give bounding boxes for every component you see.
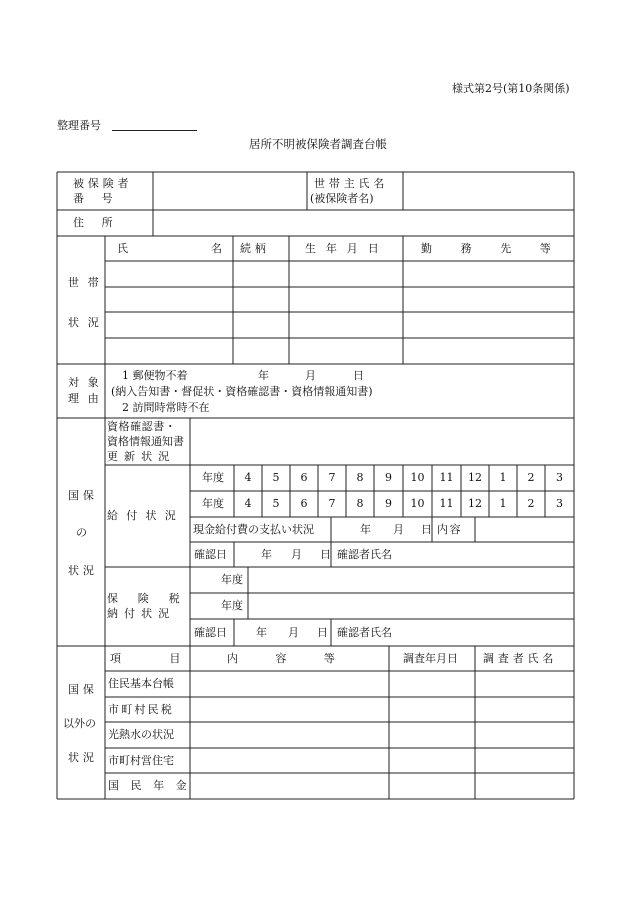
kakunin-sha-label-2: 確認者氏名 (337, 626, 392, 639)
month-cell[interactable]: 5 (272, 497, 280, 510)
shikaku-label-2: 資格情報通知書 (107, 435, 184, 448)
seiri-number-label: 整理番号 (57, 119, 101, 132)
hokenzei-label-2: 納付状況 (107, 607, 176, 620)
jusho-field[interactable] (154, 211, 573, 235)
kakunin-label-2: 確認日 (194, 626, 227, 639)
month-cell[interactable]: 9 (385, 471, 392, 484)
col-shi: 氏 (117, 242, 128, 255)
month-cell[interactable]: 3 (556, 471, 563, 484)
month-cell[interactable]: 12 (468, 471, 482, 484)
setai-label-2: 状況 (68, 316, 108, 329)
shikaku-label-3: 更新状況 (107, 450, 176, 463)
kyufu-label: 給付状況 (107, 509, 184, 522)
month-cell[interactable]: 1 (499, 497, 507, 510)
kakunin-sha-label-1: 確認者氏名 (337, 548, 392, 561)
month-cell[interactable]: 4 (244, 497, 252, 510)
item-konetsu: 光熱水の状況 (108, 728, 174, 741)
other-label-2: 以外の (63, 717, 96, 730)
shikaku-field[interactable] (191, 419, 573, 464)
col-komoku: 項目 (110, 652, 229, 665)
nendo-label-2: 年度 (202, 497, 224, 510)
hihokensha-label: 被保険者 (73, 177, 133, 190)
reason-documents: (納入告知書・督促状・資格確認書・資格情報通知書) (111, 385, 373, 398)
item-jutaku: 市町村営住宅 (108, 754, 174, 767)
col-chosa-date: 調査年月日 (403, 652, 458, 665)
col-naiyoutou: 内容等 (227, 652, 373, 665)
month-cell[interactable]: 10 (410, 471, 425, 484)
month-cell[interactable]: 7 (328, 497, 336, 510)
jusho-label: 住所 (73, 216, 131, 229)
month-cell[interactable]: 10 (410, 497, 425, 510)
naiyou-field[interactable] (476, 518, 573, 541)
taisho-label: 対象 (68, 376, 108, 389)
kokuho-label-2: の (76, 526, 87, 539)
genkin-day: 日 (421, 523, 432, 536)
shikaku-label-1: 資格確認書・ (107, 420, 177, 433)
kakunin-year-1: 年 (261, 548, 272, 561)
naiyou-label: 内容 (437, 523, 463, 536)
other-label-3: 状況 (68, 751, 98, 764)
month-cell[interactable]: 4 (244, 471, 252, 484)
reason-yubin: 1 郵便物不着 (122, 369, 188, 382)
item-jumin: 住民基本台帳 (108, 677, 174, 690)
item-nenkin: 国民年金 (108, 779, 199, 792)
hokenzei-nendo-2: 年度 (221, 599, 243, 612)
setai-nushi-label: 世帯主氏名 (314, 177, 389, 190)
reason-homon: 2 訪問時常時不在 (122, 401, 210, 414)
hihokensha-bango-label (73, 193, 139, 204)
genkin-year: 年 (360, 523, 371, 536)
kakunin-day-2: 日 (317, 626, 328, 639)
month-cell[interactable]: 2 (527, 497, 535, 510)
col-seinengappi: 生年月日 (305, 242, 389, 255)
month-cell[interactable]: 8 (356, 497, 364, 510)
hokenzei-label-1: 保険税 (107, 592, 200, 605)
month-cell[interactable]: 6 (300, 497, 308, 510)
bango-text: 番号 (73, 192, 131, 205)
month-cell[interactable]: 2 (527, 471, 535, 484)
kokuho-label-1: 国保 (68, 489, 98, 502)
riyu-label: 理由 (68, 392, 108, 405)
month-cell[interactable]: 1 (499, 471, 507, 484)
reason-month: 月 (305, 369, 316, 382)
month-cell[interactable]: 6 (300, 471, 308, 484)
month-cell[interactable]: 12 (468, 497, 482, 510)
month-cell[interactable]: 11 (439, 497, 454, 510)
hihokensha-number-field[interactable] (154, 173, 306, 209)
kakunin-label-1: 確認日 (194, 548, 227, 561)
month-cell[interactable]: 9 (385, 497, 392, 510)
col-kinmusaki: 勤務先等 (421, 242, 580, 255)
nendo-label-1: 年度 (202, 471, 224, 484)
kakunin-year-2: 年 (256, 626, 267, 639)
month-cell[interactable]: 3 (556, 497, 563, 510)
form-number: 様式第2号(第10条関係) (452, 82, 570, 95)
kakunin-month-1: 月 (291, 548, 302, 561)
month-cell[interactable]: 7 (328, 471, 336, 484)
col-mei: 名 (211, 242, 222, 255)
col-zokugara: 続柄 (240, 242, 270, 255)
kakunin-day-1: 日 (320, 548, 331, 561)
col-chosa-sha: 調査者氏名 (483, 652, 558, 665)
other-label-1: 国保 (68, 683, 98, 696)
month-cell[interactable]: 5 (272, 471, 280, 484)
kokuho-label-3: 状況 (68, 564, 98, 577)
kakunin-month-2: 月 (288, 626, 299, 639)
hokenzei-nendo-1: 年度 (221, 573, 243, 586)
setai-label-1: 世帯 (68, 276, 108, 289)
page-title: 居所不明被保険者調査台帳 (249, 137, 387, 151)
hihokensha-mei-label: (被保険者名) (310, 192, 374, 205)
genkin-month: 月 (393, 523, 404, 536)
reason-day: 日 (353, 369, 364, 382)
month-cell[interactable]: 11 (439, 471, 454, 484)
item-shiminzei: 市町村民税 (108, 703, 174, 716)
setai-nushi-field[interactable] (404, 173, 573, 209)
reason-year: 年 (258, 369, 269, 382)
month-cell[interactable]: 8 (356, 471, 364, 484)
genkin-label: 現金給付費の支払い状況 (193, 523, 314, 536)
